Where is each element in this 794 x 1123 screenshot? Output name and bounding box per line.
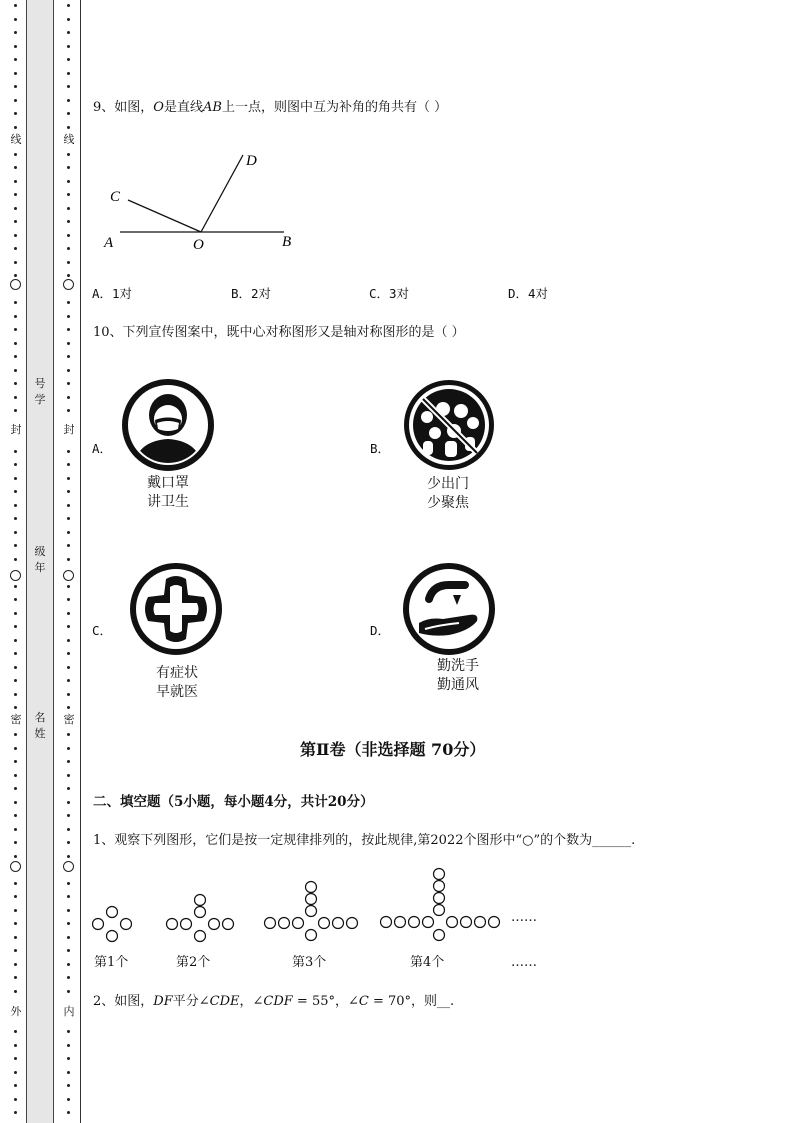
outer-dot: [14, 787, 17, 790]
outer-dot: [14, 652, 17, 655]
caption-line-1: 勤洗手: [437, 658, 479, 674]
outer-dot: [14, 855, 17, 858]
crowd-prohibited-icon: [399, 379, 499, 471]
outer-circle-marker: [10, 570, 21, 581]
inner-dot: [67, 450, 70, 453]
name-label: [26, 710, 54, 742]
inner-dot: [67, 409, 70, 412]
inner-dot: [67, 220, 70, 223]
inner-dot: [67, 652, 70, 655]
inner-dot: [67, 544, 70, 547]
q9-option-d[interactable]: D．4对: [508, 286, 549, 301]
outer-dot: [14, 625, 17, 628]
inner-dot: [67, 1030, 70, 1033]
inner-dot: [67, 963, 70, 966]
pattern-caption-1: 第1个: [94, 955, 129, 970]
q9-text-b: 是直线: [163, 100, 203, 115]
fq2-c: C: [358, 994, 369, 1009]
inner-dot: [67, 598, 70, 601]
outer-dot: [14, 112, 17, 115]
inner-dot: [67, 85, 70, 88]
caption-line-2: 讲卫生: [147, 494, 189, 510]
inner-dot: [67, 180, 70, 183]
inner-cut-mark: 密: [63, 713, 75, 726]
inner-dot-column: [62, 0, 76, 1123]
outer-dot: [14, 315, 17, 318]
inner-dot: [67, 355, 70, 358]
inner-dot: [67, 261, 70, 264]
caption-line-1: 有症状: [156, 665, 198, 681]
fq2-df: DF: [153, 994, 173, 1009]
q10-option-d-caption: [418, 657, 498, 695]
inner-dot: [67, 882, 70, 885]
q9-angle-figure: [100, 145, 310, 260]
inner-circle-marker: [63, 279, 74, 290]
margin-rule: [80, 0, 81, 1123]
outer-dot: [14, 517, 17, 520]
outer-dot: [14, 153, 17, 156]
outer-dot: [14, 814, 17, 817]
q9-option-b[interactable]: B．2对: [231, 286, 272, 301]
outer-dot: [14, 31, 17, 34]
outer-dot: [14, 409, 17, 412]
outer-dot: [14, 976, 17, 979]
inner-dot: [67, 1057, 70, 1060]
outer-dot: [14, 261, 17, 264]
outer-dot: [14, 166, 17, 169]
outer-cut-mark: 线: [10, 133, 22, 146]
inner-dot: [67, 463, 70, 466]
outer-dot: [14, 4, 17, 7]
inner-dot: [67, 1084, 70, 1087]
outer-dot: [14, 531, 17, 534]
outer-dot: [14, 490, 17, 493]
inner-dot: [67, 207, 70, 210]
inner-dot: [67, 99, 70, 102]
q9-option-c[interactable]: C．3对: [369, 286, 410, 301]
q10-option-a-letter[interactable]: A．: [92, 441, 113, 456]
q10-option-a-caption: [128, 474, 208, 512]
inner-dot: [67, 247, 70, 250]
inner-dot: [67, 666, 70, 669]
outer-dot: [14, 274, 17, 277]
outer-dot: [14, 369, 17, 372]
inner-dot: [67, 166, 70, 169]
inner-dot: [67, 936, 70, 939]
inner-dot: [67, 315, 70, 318]
band-label-char: 级: [34, 545, 46, 558]
mask-face-icon: [119, 379, 217, 471]
inner-dot: [67, 396, 70, 399]
fq2-eq1: = 55°，∠: [292, 994, 359, 1009]
caption-line-1: 戴口罩: [147, 475, 189, 491]
outer-dot: [14, 801, 17, 804]
label-d: D: [246, 153, 257, 169]
inner-dot: [67, 814, 70, 817]
pattern-caption-4: 第4个: [410, 955, 445, 970]
caption-line-1: 少出门: [427, 476, 469, 492]
band-label-char: 姓: [34, 727, 46, 740]
band-label-char: 年: [34, 561, 46, 574]
question-9: [93, 99, 447, 117]
inner-dot: [67, 477, 70, 480]
outer-dot: [14, 328, 17, 331]
inner-dot: [67, 4, 70, 7]
outer-dot: [14, 598, 17, 601]
pattern-ellipsis-top: ……: [511, 910, 537, 925]
inner-dot: [67, 774, 70, 777]
fq2-mid1: 平分∠: [172, 994, 210, 1009]
q10-option-d-letter[interactable]: D．: [370, 623, 391, 638]
outer-dot: [14, 193, 17, 196]
inner-dot: [67, 639, 70, 642]
outer-dot: [14, 1084, 17, 1087]
outer-dot: [14, 949, 17, 952]
outer-circle-marker: [10, 279, 21, 290]
outer-dot: [14, 504, 17, 507]
outer-dot: [14, 180, 17, 183]
fill-question-1: 1、观察下列图形，它们是按一定规律排列的，按此规律,第2022个图形中“○”的个数为______.: [93, 833, 636, 848]
outer-dot: [14, 733, 17, 736]
outer-circle-marker: [10, 861, 21, 872]
outer-cut-mark: 密: [10, 713, 22, 726]
inner-dot: [67, 45, 70, 48]
caption-line-2: 少聚焦: [427, 495, 469, 511]
inner-dot: [67, 382, 70, 385]
outer-cut-mark: 封: [10, 423, 22, 436]
inner-dot: [67, 733, 70, 736]
inner-dot: [67, 112, 70, 115]
inner-dot: [67, 531, 70, 534]
q10-option-b-letter[interactable]: B．: [370, 441, 391, 456]
medical-cross-icon: [126, 563, 226, 655]
outer-dot: [14, 301, 17, 304]
band-label-char: 学: [34, 393, 46, 406]
inner-dot: [67, 504, 70, 507]
outer-dot: [14, 1098, 17, 1101]
question-10: 10、下列宣传图案中，既中心对称图形又是轴对称图形的是（ ）: [93, 325, 465, 340]
inner-dot: [67, 679, 70, 682]
outer-dot: [14, 58, 17, 61]
outer-dot: [14, 18, 17, 21]
pattern-caption-2: 第2个: [176, 955, 211, 970]
outer-dot: [14, 234, 17, 237]
q9-line-ab: AB: [202, 100, 222, 115]
outer-dot: [14, 585, 17, 588]
outer-dot: [14, 99, 17, 102]
inner-dot: [67, 328, 70, 331]
outer-dot: [14, 1071, 17, 1074]
pattern-ellipsis-bottom: ……: [511, 955, 537, 970]
label-a: A: [104, 235, 114, 251]
outer-dot: [14, 544, 17, 547]
inner-dot: [67, 612, 70, 615]
outer-dot: [14, 396, 17, 399]
outer-dot: [14, 477, 17, 480]
outer-dot: [14, 882, 17, 885]
q9-option-a[interactable]: A．1对: [92, 286, 133, 301]
fill-question-2: [93, 993, 454, 1011]
label-b: B: [282, 234, 292, 250]
inner-cut-mark: 内: [63, 1005, 75, 1018]
inner-dot: [67, 234, 70, 237]
outer-dot: [14, 1057, 17, 1060]
inner-dot: [67, 787, 70, 790]
outer-dot: [14, 1111, 17, 1114]
outer-dot: [14, 693, 17, 696]
label-c: C: [110, 189, 121, 205]
outer-dot: [14, 450, 17, 453]
outer-dot: [14, 922, 17, 925]
q10-option-b-caption: [408, 475, 488, 513]
inner-circle-marker: [63, 861, 74, 872]
outer-dot: [14, 774, 17, 777]
inner-dot: [67, 976, 70, 979]
outer-dot: [14, 963, 17, 966]
inner-dot: [67, 490, 70, 493]
fq2-cde: CDE: [209, 994, 240, 1009]
fq2-eq2: = 70°，则__.: [368, 994, 455, 1009]
inner-dot: [67, 274, 70, 277]
inner-dot: [67, 342, 70, 345]
outer-dot: [14, 220, 17, 223]
outer-dot: [14, 747, 17, 750]
inner-cut-mark: 封: [63, 423, 75, 436]
q9-text-c: 上一点，则图中互为补角的角共有（ ）: [221, 100, 448, 115]
inner-dot: [67, 585, 70, 588]
inner-dot: [67, 801, 70, 804]
outer-dot: [14, 666, 17, 669]
student-number-label: [26, 376, 54, 408]
outer-dot: [14, 207, 17, 210]
outer-dot: [14, 463, 17, 466]
inner-dot: [67, 1044, 70, 1047]
inner-dot: [67, 895, 70, 898]
inner-dot: [67, 828, 70, 831]
inner-dot: [67, 1111, 70, 1114]
inner-dot: [67, 747, 70, 750]
inner-dot: [67, 58, 70, 61]
caption-line-2: 早就医: [156, 684, 198, 700]
label-o: O: [193, 237, 204, 253]
inner-dot: [67, 625, 70, 628]
q10-option-c-caption: [137, 664, 217, 702]
grade-label: [26, 544, 54, 576]
inner-dot: [67, 153, 70, 156]
outer-dot: [14, 558, 17, 561]
outer-dot: [14, 72, 17, 75]
inner-dot: [67, 706, 70, 709]
caption-line-2: 勤通风: [437, 677, 479, 693]
inner-cut-mark: 线: [63, 133, 75, 146]
inner-dot: [67, 193, 70, 196]
ray-oc: [128, 200, 201, 232]
inner-dot: [67, 1071, 70, 1074]
outer-dot: [14, 355, 17, 358]
outer-dot: [14, 841, 17, 844]
outer-dot: [14, 936, 17, 939]
inner-dot: [67, 517, 70, 520]
inner-dot: [67, 909, 70, 912]
outer-dot: [14, 126, 17, 129]
inner-dot: [67, 1098, 70, 1101]
fq2-mid2: ，∠: [239, 994, 264, 1009]
outer-dot: [14, 1030, 17, 1033]
q9-point-o: O: [153, 100, 164, 115]
inner-dot: [67, 949, 70, 952]
inner-dot: [67, 990, 70, 993]
inner-dot: [67, 760, 70, 763]
ray-od: [201, 155, 243, 232]
band-label-char: 号: [34, 377, 46, 390]
inner-dot: [67, 558, 70, 561]
pattern-caption-3: 第3个: [292, 955, 327, 970]
inner-dot: [67, 855, 70, 858]
outer-dot: [14, 679, 17, 682]
outer-dot-column: [9, 0, 23, 1123]
inner-dot: [67, 693, 70, 696]
band-label-char: 名: [34, 711, 46, 724]
outer-dot: [14, 382, 17, 385]
outer-dot: [14, 639, 17, 642]
hand-washing-icon: [399, 563, 499, 655]
outer-dot: [14, 909, 17, 912]
inner-dot: [67, 18, 70, 21]
outer-dot: [14, 45, 17, 48]
inner-dot: [67, 369, 70, 372]
inner-dot: [67, 301, 70, 304]
outer-dot: [14, 342, 17, 345]
inner-dot: [67, 841, 70, 844]
q9-number: 9、: [93, 100, 115, 115]
outer-dot: [14, 247, 17, 250]
inner-dot: [67, 31, 70, 34]
outer-dot: [14, 85, 17, 88]
outer-dot: [14, 990, 17, 993]
inner-dot: [67, 922, 70, 925]
outer-dot: [14, 760, 17, 763]
outer-dot: [14, 612, 17, 615]
outer-cut-mark: 外: [10, 1005, 22, 1018]
q9-text-a: 如图，: [114, 100, 154, 115]
q10-option-c-letter[interactable]: C．: [92, 623, 113, 638]
inner-dot: [67, 126, 70, 129]
fq2-cdf: CDF: [263, 994, 293, 1009]
outer-dot: [14, 828, 17, 831]
outer-dot: [14, 895, 17, 898]
inner-circle-marker: [63, 570, 74, 581]
inner-dot: [67, 72, 70, 75]
section-2-title: 第Ⅱ卷（非选择题 70分）: [300, 740, 486, 759]
fq2-prefix: 2、如图，: [93, 994, 154, 1009]
outer-dot: [14, 1044, 17, 1047]
fill-in-heading: 二、填空题（5小题，每小题4分，共计20分）: [93, 794, 374, 810]
outer-dot: [14, 706, 17, 709]
